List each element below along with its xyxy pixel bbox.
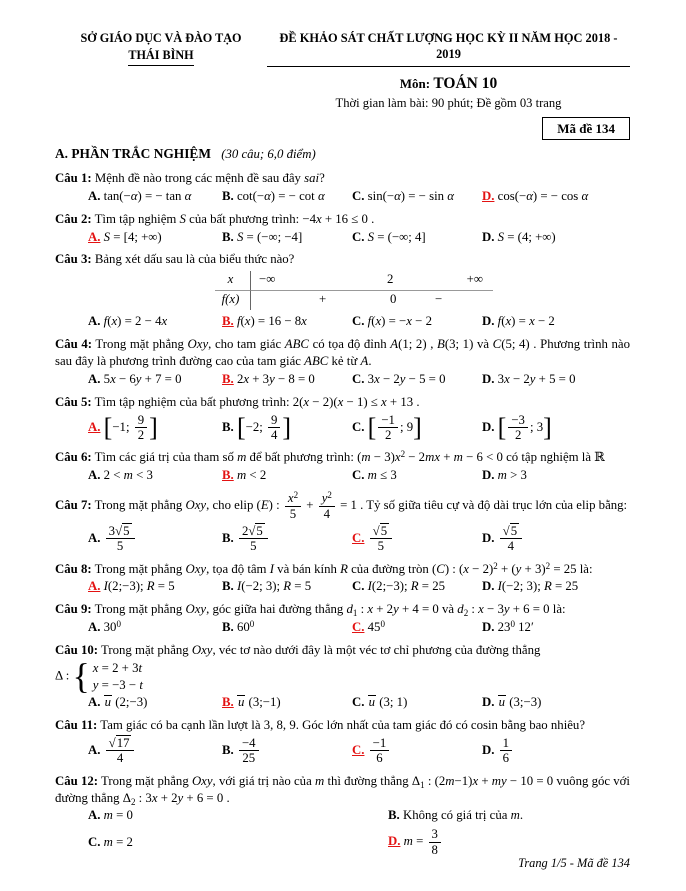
answer-content: cot(−α) = − cot α <box>236 188 325 203</box>
vector-bar: u <box>237 695 245 710</box>
answer-option <box>482 523 630 555</box>
answer-option <box>88 229 222 246</box>
answer-option <box>222 371 352 388</box>
answer-content: f(x) = 2 − 4x <box>103 314 168 329</box>
question-label: Câu 5: <box>55 394 92 409</box>
question <box>55 336 630 388</box>
questions-list <box>55 170 630 858</box>
answer-row <box>55 578 630 595</box>
exam-title: ĐỀ KHẢO SÁT CHẤT LƯỢNG HỌC KỲ II NĂM HỌC 2018 - 2019 <box>267 30 630 67</box>
answer-content: I(−2; 3); R = 25 <box>497 579 579 594</box>
answer-option <box>482 229 630 246</box>
answer-letter: D. <box>482 314 495 329</box>
question <box>55 717 630 767</box>
answer-content: m = 0 <box>103 808 133 823</box>
question-label: Câu 9: <box>55 602 92 617</box>
equation-system: { x = 2 + 3t y = −3 − t <box>72 656 143 697</box>
fraction: $\frac{1}{6}$ <box>500 736 512 766</box>
answer-option <box>88 619 222 636</box>
answer-letter: D. <box>482 419 495 434</box>
answer-letter: D. <box>482 742 495 757</box>
question <box>55 561 630 596</box>
fraction: $\frac{y^2}{4}$ <box>319 491 335 521</box>
question-label: Câu 8: <box>55 561 92 576</box>
answer-row <box>55 229 630 246</box>
answer-option <box>222 735 352 767</box>
question-text: Câu 6: Tìm các giá trị của tham số m để bất phương trình: $(m - 3)x^2 - 2mx + m - 6 < 0$ có tập nghiệm là ℝ <box>55 449 605 465</box>
answer-content: $45^0$ <box>367 619 385 635</box>
answer-option <box>222 229 352 246</box>
answer-option <box>482 467 630 484</box>
answer-option <box>222 412 352 444</box>
answer-letter: A. <box>88 188 101 203</box>
answer-content: sin(−α) = − sin α <box>367 188 454 203</box>
sign-table: x −∞ 2 +∞ f(x) + 0 − <box>215 271 493 310</box>
org-name: SỞ GIÁO DỤC VÀ ĐÀO TẠO <box>80 31 242 45</box>
answer-letter: C. <box>352 371 365 386</box>
answer-letter: A. <box>88 371 101 386</box>
answer-content: f(x) = −x − 2 <box>367 314 432 329</box>
question-text: Câu 3: Bảng xét dấu sau là của biểu thức nào? <box>55 252 295 267</box>
answer-letter-correct: B. <box>222 695 234 710</box>
answer-content: [ $\frac{-3}{2}$ ; 3] <box>497 412 552 443</box>
answer-content <box>368 736 392 766</box>
answer-content: m < 2 <box>236 468 267 483</box>
answer-content: Không có giá trị của m. <box>402 808 524 823</box>
fraction: $\frac{9}{4}$ <box>268 413 280 443</box>
square-root: √5 <box>502 523 518 538</box>
answer-option <box>88 694 222 711</box>
answer-option <box>482 578 630 595</box>
answer-content: I(2;−3); R = 25 <box>367 579 446 594</box>
answer-option <box>352 619 482 636</box>
org-province: THÁI BÌNH <box>128 47 193 66</box>
question-label: Câu 10: <box>55 643 99 658</box>
answer-letter: B. <box>222 530 234 545</box>
curly-brace: { <box>72 656 90 697</box>
question <box>55 449 630 484</box>
answer-row <box>55 371 630 388</box>
answer-row <box>55 467 630 484</box>
answer-option <box>352 371 482 388</box>
question-label: Câu 3: <box>55 252 92 267</box>
answer-option <box>352 523 482 555</box>
answer-content <box>104 736 137 766</box>
question-text: Câu 7: Trong mặt phẳng Oxy, cho elip (E) : $\frac{x^2}{5}$ + $\frac{y^2}{4}$ = 1 . Tỷ số giữa tiêu cự và độ dài trục lớn của elip bằng: <box>55 490 628 521</box>
page-footer: Trang 1/5 - Mã đề 134 <box>518 855 630 870</box>
table-cell: 0 <box>390 292 397 307</box>
exam-code-wrap <box>267 117 630 140</box>
vector-bar: u <box>368 695 376 710</box>
question <box>55 601 630 636</box>
answer-content: u (3;−3) <box>498 695 542 710</box>
answer-content <box>237 523 270 554</box>
answer-letter: B. <box>222 742 234 757</box>
answer-letter-correct: A. <box>88 229 101 244</box>
fraction: $\frac{-3}{2}$ <box>508 413 528 443</box>
fraction: $\frac{√17}{4}$ <box>106 736 135 766</box>
question-text: Câu 10: Trong mặt phẳng Oxy, véc tơ nào dưới đây là một véc tơ chỉ phương của đường thẳng <box>55 643 541 658</box>
answer-row <box>55 412 630 444</box>
answer-row <box>55 619 630 636</box>
answer-option <box>222 467 352 484</box>
answer-option <box>388 807 630 824</box>
answer-option <box>88 807 388 824</box>
question-label: Câu 2: <box>55 211 92 226</box>
answer-letter: A. <box>88 530 101 545</box>
subject-line <box>267 74 630 94</box>
answer-option <box>88 371 222 388</box>
answer-letter: D. <box>482 530 495 545</box>
answer-letter: B. <box>222 620 234 635</box>
question-text: Câu 4: Trong mặt phẳng Oxy, cho tam giác ABC có tọa độ đỉnh A(1; 2) , B(3; 1) và C(5; 4) . Phương trình nào sau đây là phương trình đường cao của tam giác ABC kẻ từ A. <box>55 337 630 369</box>
question <box>55 170 630 205</box>
question-text-2: Δ : { x = 2 + 3t y = −3 − t <box>55 656 143 697</box>
table-cell: 2 <box>387 272 394 287</box>
fraction: $\frac{x^2}{5}$ <box>285 491 301 521</box>
answer-letter: D. <box>482 579 495 594</box>
table-cell: + <box>319 292 327 307</box>
answer-letter: A. <box>88 314 101 329</box>
question <box>55 251 630 330</box>
answer-letter-correct: A. <box>88 419 101 434</box>
answer-letter: B. <box>222 579 234 594</box>
answer-letter-correct: C. <box>352 742 365 757</box>
answer-option <box>482 188 630 205</box>
answer-letter: D. <box>482 620 495 635</box>
table-cell: − <box>435 292 443 307</box>
answer-option <box>222 619 352 636</box>
question-label: Câu 1: <box>55 170 92 185</box>
answer-content: [ $\frac{-1}{2}$ ; 9] <box>367 412 422 443</box>
answer-option <box>222 523 352 555</box>
question-label: Câu 7: <box>55 497 92 512</box>
answer-letter-correct: D. <box>482 188 495 203</box>
vector-bar: u <box>104 695 112 710</box>
answer-content: f(x) = 16 − 8x <box>236 314 307 329</box>
answer-row <box>55 523 630 555</box>
fraction: $\frac{2√5}{5}$ <box>239 524 268 554</box>
answer-option <box>352 412 482 444</box>
question <box>55 394 630 444</box>
answer-option <box>222 694 352 711</box>
answer-content: 2x + 3y − 8 = 0 <box>236 371 315 386</box>
answer-letter: C. <box>352 188 365 203</box>
answer-option <box>352 188 482 205</box>
answer-content: u (3;−1) <box>237 695 281 710</box>
answer-content: f(x) = x − 2 <box>497 314 555 329</box>
answer-content: u (2;−3) <box>104 695 148 710</box>
question-text: Câu 1: Mệnh đề nào trong các mệnh đề sau đây sai? <box>55 170 325 185</box>
exam-title-block <box>267 30 630 140</box>
answer-option <box>88 412 222 444</box>
subject-value: TOÁN 10 <box>433 74 498 92</box>
answer-option <box>482 619 630 636</box>
answer-content <box>237 736 261 766</box>
answer-option <box>482 371 630 388</box>
answer-content: S = (−∞; 4] <box>367 229 426 244</box>
answer-option <box>482 694 630 711</box>
question <box>55 211 630 246</box>
answer-content: 3x − 2y + 5 = 0 <box>497 371 576 386</box>
answer-option <box>222 313 352 330</box>
issuing-organization <box>55 30 267 140</box>
answer-letter: C. <box>352 314 365 329</box>
answer-content <box>498 736 514 766</box>
question-text: Câu 2: Tìm tập nghiệm S của bất phương trình: −4x + 16 ≤ 0 . <box>55 211 375 226</box>
fraction: $\frac{3√5}{5}$ <box>106 524 135 554</box>
answer-letter-correct: A. <box>88 579 101 594</box>
fraction: $\frac{-4}{25}$ <box>239 736 259 766</box>
fraction: $\frac{3}{8}$ <box>429 827 441 857</box>
fraction: $\frac{-1}{6}$ <box>370 736 390 766</box>
answer-option <box>88 467 222 484</box>
answer-option <box>88 834 388 851</box>
answer-content: m > 3 <box>497 468 527 483</box>
answer-letter: C. <box>88 834 101 849</box>
subject-label: Môn: <box>399 75 431 91</box>
answer-letter: A. <box>88 620 101 635</box>
answer-option <box>482 313 630 330</box>
answer-option <box>352 735 482 767</box>
answer-content <box>498 523 524 554</box>
answer-content: tan(−α) = − tan α <box>103 188 192 203</box>
vector-bar: u <box>498 695 506 710</box>
answer-option <box>88 735 222 767</box>
answer-content: I(2;−3); R = 5 <box>103 579 175 594</box>
square-root: √5 <box>372 523 388 538</box>
answer-letter-correct: D. <box>388 834 401 849</box>
answer-letter-correct: B. <box>222 468 234 483</box>
answer-content: S = (4; +∞) <box>497 229 556 244</box>
answer-row <box>55 694 630 711</box>
answer-content <box>104 523 137 554</box>
answer-letter: C. <box>352 419 365 434</box>
answer-letter: C. <box>352 695 365 710</box>
answer-content: S = [4; +∞) <box>103 229 162 244</box>
answer-option <box>352 313 482 330</box>
fraction: $\frac{-1}{2}$ <box>378 413 398 443</box>
answer-letter: D. <box>482 229 495 244</box>
answer-content: cos(−α) = − cos α <box>497 188 589 203</box>
answer-letter: B. <box>388 808 400 823</box>
answer-content: [−2; $\frac{9}{4}$ ] <box>236 412 292 443</box>
answer-letter-correct: C. <box>352 530 365 545</box>
question <box>55 773 630 858</box>
answer-row <box>55 807 630 858</box>
answer-row <box>55 735 630 767</box>
answer-option <box>222 578 352 595</box>
answer-option <box>388 826 630 858</box>
answer-row <box>55 313 630 330</box>
answer-option <box>482 735 630 767</box>
fraction: $\frac{9}{2}$ <box>135 413 147 443</box>
answer-option <box>482 412 630 444</box>
answer-letter: A. <box>88 808 101 823</box>
answer-option <box>352 578 482 595</box>
answer-option <box>352 467 482 484</box>
answer-content: $60^0$ <box>236 619 255 635</box>
table-cell: −∞ <box>259 272 276 287</box>
answer-option <box>352 694 482 711</box>
answer-content: 5x − 6y + 7 = 0 <box>103 371 182 386</box>
answer-option <box>88 578 222 595</box>
question-label: Câu 11: <box>55 718 98 733</box>
answer-content: m ≤ 3 <box>367 468 397 483</box>
question-label: Câu 12: <box>55 773 99 788</box>
answer-letter: D. <box>482 371 495 386</box>
answer-letter: A. <box>88 695 101 710</box>
answer-letter: B. <box>222 229 234 244</box>
answer-letter: A. <box>88 742 101 757</box>
question-text: Câu 5: Tìm tập nghiệm của bất phương trình: 2(x − 2)(x − 1) ≤ x + 13 . <box>55 394 420 409</box>
fraction: $\frac{√5}{4}$ <box>500 524 522 554</box>
answer-content <box>368 523 394 554</box>
square-root: √17 <box>108 736 130 750</box>
exam-header <box>55 30 630 140</box>
question-text: Câu 11: Tam giác có ba cạnh lần lượt là 3, 8, 9. Góc lớn nhất của tam giác đó có cosin bằng bao nhiêu? <box>55 718 586 733</box>
question <box>55 642 630 711</box>
section-note: (30 câu; 6,0 điểm) <box>221 146 316 161</box>
answer-option <box>352 229 482 246</box>
answer-option <box>222 188 352 205</box>
exam-code-badge: Mã đề 134 <box>542 117 630 140</box>
answer-content: 3x − 2y − 5 = 0 <box>367 371 446 386</box>
answer-row <box>55 188 630 205</box>
answer-letter-correct: B. <box>222 314 234 329</box>
square-root: √5 <box>248 523 263 538</box>
section-title: A. PHẦN TRẮC NGHIỆM <box>55 145 211 161</box>
question-text: Câu 8: Trong mặt phẳng Oxy, tọa độ tâm I và bán kính R của đường tròn (C) : $(x - 2)^2 + (y + 3)^2 = 25$ là: <box>55 560 593 576</box>
section-heading <box>55 145 630 163</box>
answer-content: m = 2 <box>103 834 133 849</box>
answer-content: 2 < m < 3 <box>103 468 153 483</box>
question-text: Câu 9: Trong mặt phẳng Oxy, góc giữa hai đường thẳng $d_1$ : x + 2y + 4 = 0 và $d_2$ : x − 3y + 6 = 0 là: <box>55 602 566 619</box>
answer-content: [−1; $\frac{9}{2}$ ] <box>103 412 158 443</box>
answer-option <box>88 523 222 555</box>
answer-letter-correct: C. <box>352 620 365 635</box>
fraction: $\frac{√5}{5}$ <box>370 524 392 554</box>
answer-letter: B. <box>222 419 234 434</box>
answer-content: I(−2; 3); R = 5 <box>236 579 312 594</box>
answer-letter: B. <box>222 188 234 203</box>
question-text: Câu 12: Trong mặt phẳng Oxy, với giá trị nào của m thì đường thẳng $\Delta_1$ : (2m−1)x + my − 10 = 0 vuông góc với đường thẳng $\Delta_2$ : 3x + 2y + 6 = 0 . <box>55 773 630 807</box>
answer-letter: D. <box>482 468 495 483</box>
answer-letter: C. <box>352 229 365 244</box>
answer-content: m = $\frac{3}{8}$ <box>404 834 443 848</box>
question-label: Câu 4: <box>55 337 93 352</box>
time-info: Thời gian làm bài: 90 phút; Đề gồm 03 trang <box>335 96 562 111</box>
answer-option <box>88 313 222 330</box>
answer-content: $23^0$ 12′ <box>497 619 534 635</box>
answer-content: S = (−∞; −4] <box>236 229 303 244</box>
answer-letter: D. <box>482 695 495 710</box>
square-root: √5 <box>115 523 130 538</box>
answer-option <box>88 188 222 205</box>
answer-content: u (3; 1) <box>368 695 408 710</box>
answer-letter: A. <box>88 468 101 483</box>
question <box>55 490 630 554</box>
answer-letter-correct: B. <box>222 371 234 386</box>
answer-content: $30^0$ <box>103 619 121 635</box>
answer-letter: C. <box>352 468 365 483</box>
question-label: Câu 6: <box>55 450 92 465</box>
answer-letter: C. <box>352 579 365 594</box>
table-cell: +∞ <box>466 272 483 287</box>
